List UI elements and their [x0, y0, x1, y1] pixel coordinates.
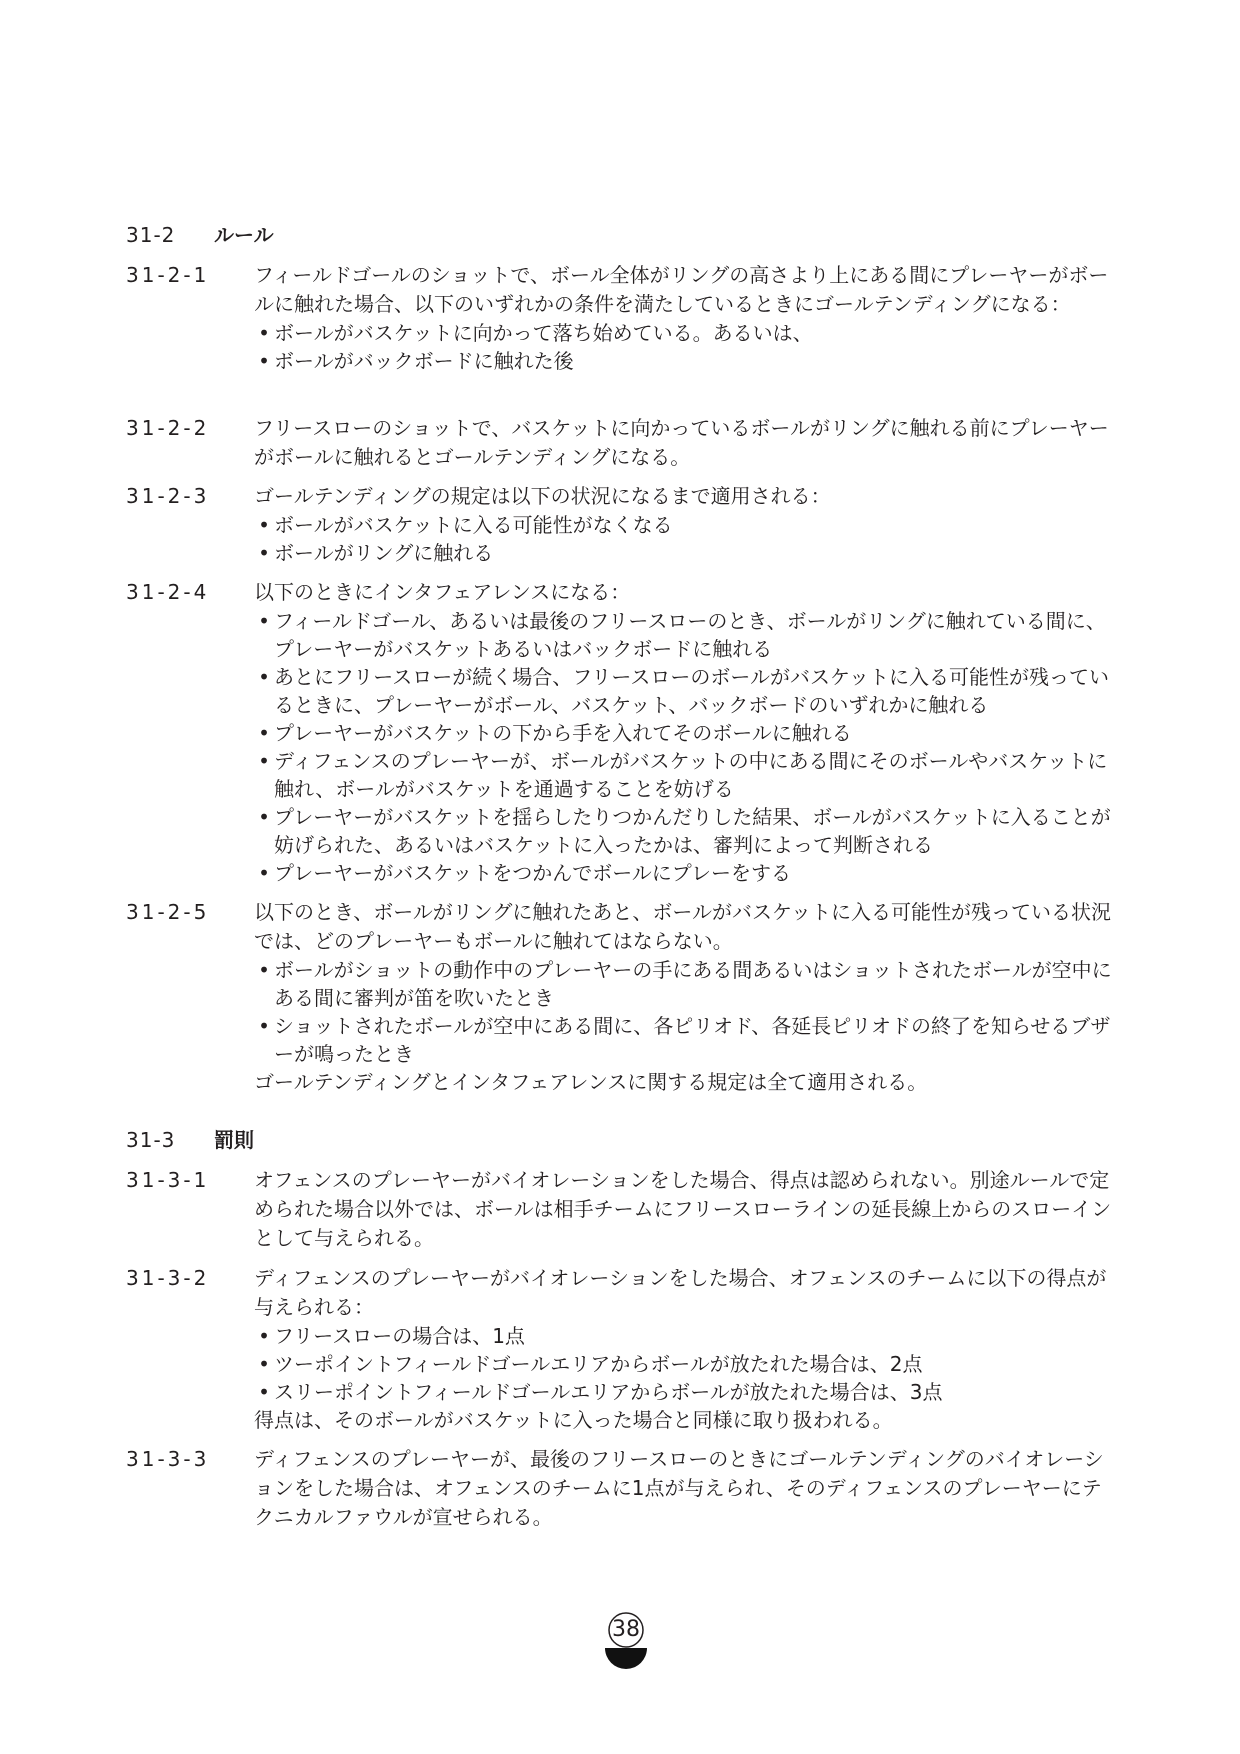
article-text: ディフェンスのプレーヤーがバイオレーションをした場合、オフェンスのチームに以下の得点が与えられる： [254, 1266, 1107, 1319]
section-title: ルール [214, 223, 274, 247]
bullet-item: • ディフェンスのプレーヤーが、ボールがバスケットの中にある間にそのボールやバスケットに触れ、ボールがバスケットを通過することを妨げる [254, 747, 1114, 803]
bullet-item: • プレーヤーがバスケットをつかんでボールにプレーをする [254, 859, 1114, 887]
article-number: 31-2-5 [126, 900, 210, 924]
bullet-item: • フリースローの場合は、1点 [254, 1322, 1114, 1350]
article-body [254, 1445, 1114, 1532]
article-number: 31-3-1 [126, 1168, 210, 1192]
article-note: ゴールテンディングとインタフェアレンスに関する規定は全て適用される。 [254, 1070, 928, 1094]
article-number: 31-3-3 [126, 1447, 210, 1471]
article-number: 31-2-2 [126, 416, 210, 440]
bullet-item: • ボールがリングに触れる [254, 539, 1114, 567]
bullet-item: • あとにフリースローが続く場合、フリースローのボールがバスケットに入る可能性が残っているときに、プレーヤーがボール、バスケット、バックボードのいずれかに触れる [254, 663, 1114, 719]
bullet-item: • ツーポイントフィールドゴールエリアからボールが放たれた場合は、2点 [254, 1350, 1114, 1378]
section-heading-31-2 [126, 221, 274, 249]
article-text: オフェンスのプレーヤーがバイオレーションをした場合、得点は認められない。別途ルールで定められた場合以外では、ボールは相手チームにフリースローラインの延長線上からのスローインとして与えられる。 [254, 1168, 1112, 1250]
article-text: フィールドゴールのショットで、ボール全体がリングの高さより上にある間にプレーヤーがボールに触れた場合、以下のいずれかの条件を満たしているときにゴールテンディングになる： [254, 263, 1109, 316]
article-body [254, 1264, 1114, 1435]
bullet-item: • フィールドゴール、あるいは最後のフリースローのとき、ボールがリングに触れている間に、プレーヤーがバスケットあるいはバックボードに触れる [254, 607, 1114, 663]
article-body [254, 578, 1114, 887]
article-number: 31-3-2 [126, 1266, 210, 1290]
article-text: フリースローのショットで、バスケットに向かっているボールがリングに触れる前にプレーヤーがボールに触れるとゴールテンディングになる。 [254, 416, 1109, 469]
article-text: ゴールテンディングの規定は以下の状況になるまで適用される： [254, 484, 831, 508]
article-number: 31-2-3 [126, 484, 210, 508]
bullet-item: • ボールがバスケットに向かって落ち始めている。あるいは、 [254, 319, 1114, 347]
article-body [254, 414, 1114, 472]
bullet-item: • スリーポイントフィールドゴールエリアからボールが放たれた場合は、3点 [254, 1378, 1114, 1406]
article-number: 31-2-4 [126, 580, 210, 604]
article-body [254, 898, 1114, 1097]
article-text: ディフェンスのプレーヤーが、最後のフリースローのときにゴールテンディングのバイオレーションをした場合は、オフェンスのチームに1点が与えられ、そのディフェンスのプレーヤーにテクニカルファウルが宣せられる。 [254, 1447, 1104, 1529]
bullet-item: • ショットされたボールが空中にある間に、各ピリオド、各延長ピリオドの終了を知らせるブザーが鳴ったとき [254, 1012, 1114, 1068]
section-number: 31-3 [126, 1128, 176, 1152]
article-body [254, 1166, 1114, 1253]
article-note: 得点は、そのボールがバスケットに入った場合と同様に取り扱われる。 [254, 1408, 893, 1432]
article-text: 以下のとき、ボールがリングに触れたあと、ボールがバスケットに入る可能性が残っている状況では、どのプレーヤーもボールに触れてはならない。 [254, 900, 1111, 953]
section-number: 31-2 [126, 223, 176, 247]
section-heading-31-3 [126, 1126, 254, 1154]
bullet-item: • プレーヤーがバスケットを揺らしたりつかんだりした結果、ボールがバスケットに入ることが妨げられた、あるいはバスケットに入ったかは、審判によって判断される [254, 803, 1114, 859]
bullet-item: • ボールがバックボードに触れた後 [254, 347, 1114, 375]
page-number-badge [602, 1612, 650, 1692]
bullet-item: • ボールがショットの動作中のプレーヤーの手にある間あるいはショットされたボールが空中にある間に審判が笛を吹いたとき [254, 956, 1114, 1012]
section-title: 罰則 [214, 1128, 254, 1152]
article-body [254, 261, 1114, 375]
article-body [254, 482, 1114, 567]
article-number: 31-2-1 [126, 263, 210, 287]
bullet-item: • プレーヤーがバスケットの下から手を入れてそのボールに触れる [254, 719, 1114, 747]
bullet-item: • ボールがバスケットに入る可能性がなくなる [254, 511, 1114, 539]
page-number: 38 [612, 1617, 640, 1642]
article-text: 以下のときにインタフェアレンスになる： [254, 580, 631, 604]
